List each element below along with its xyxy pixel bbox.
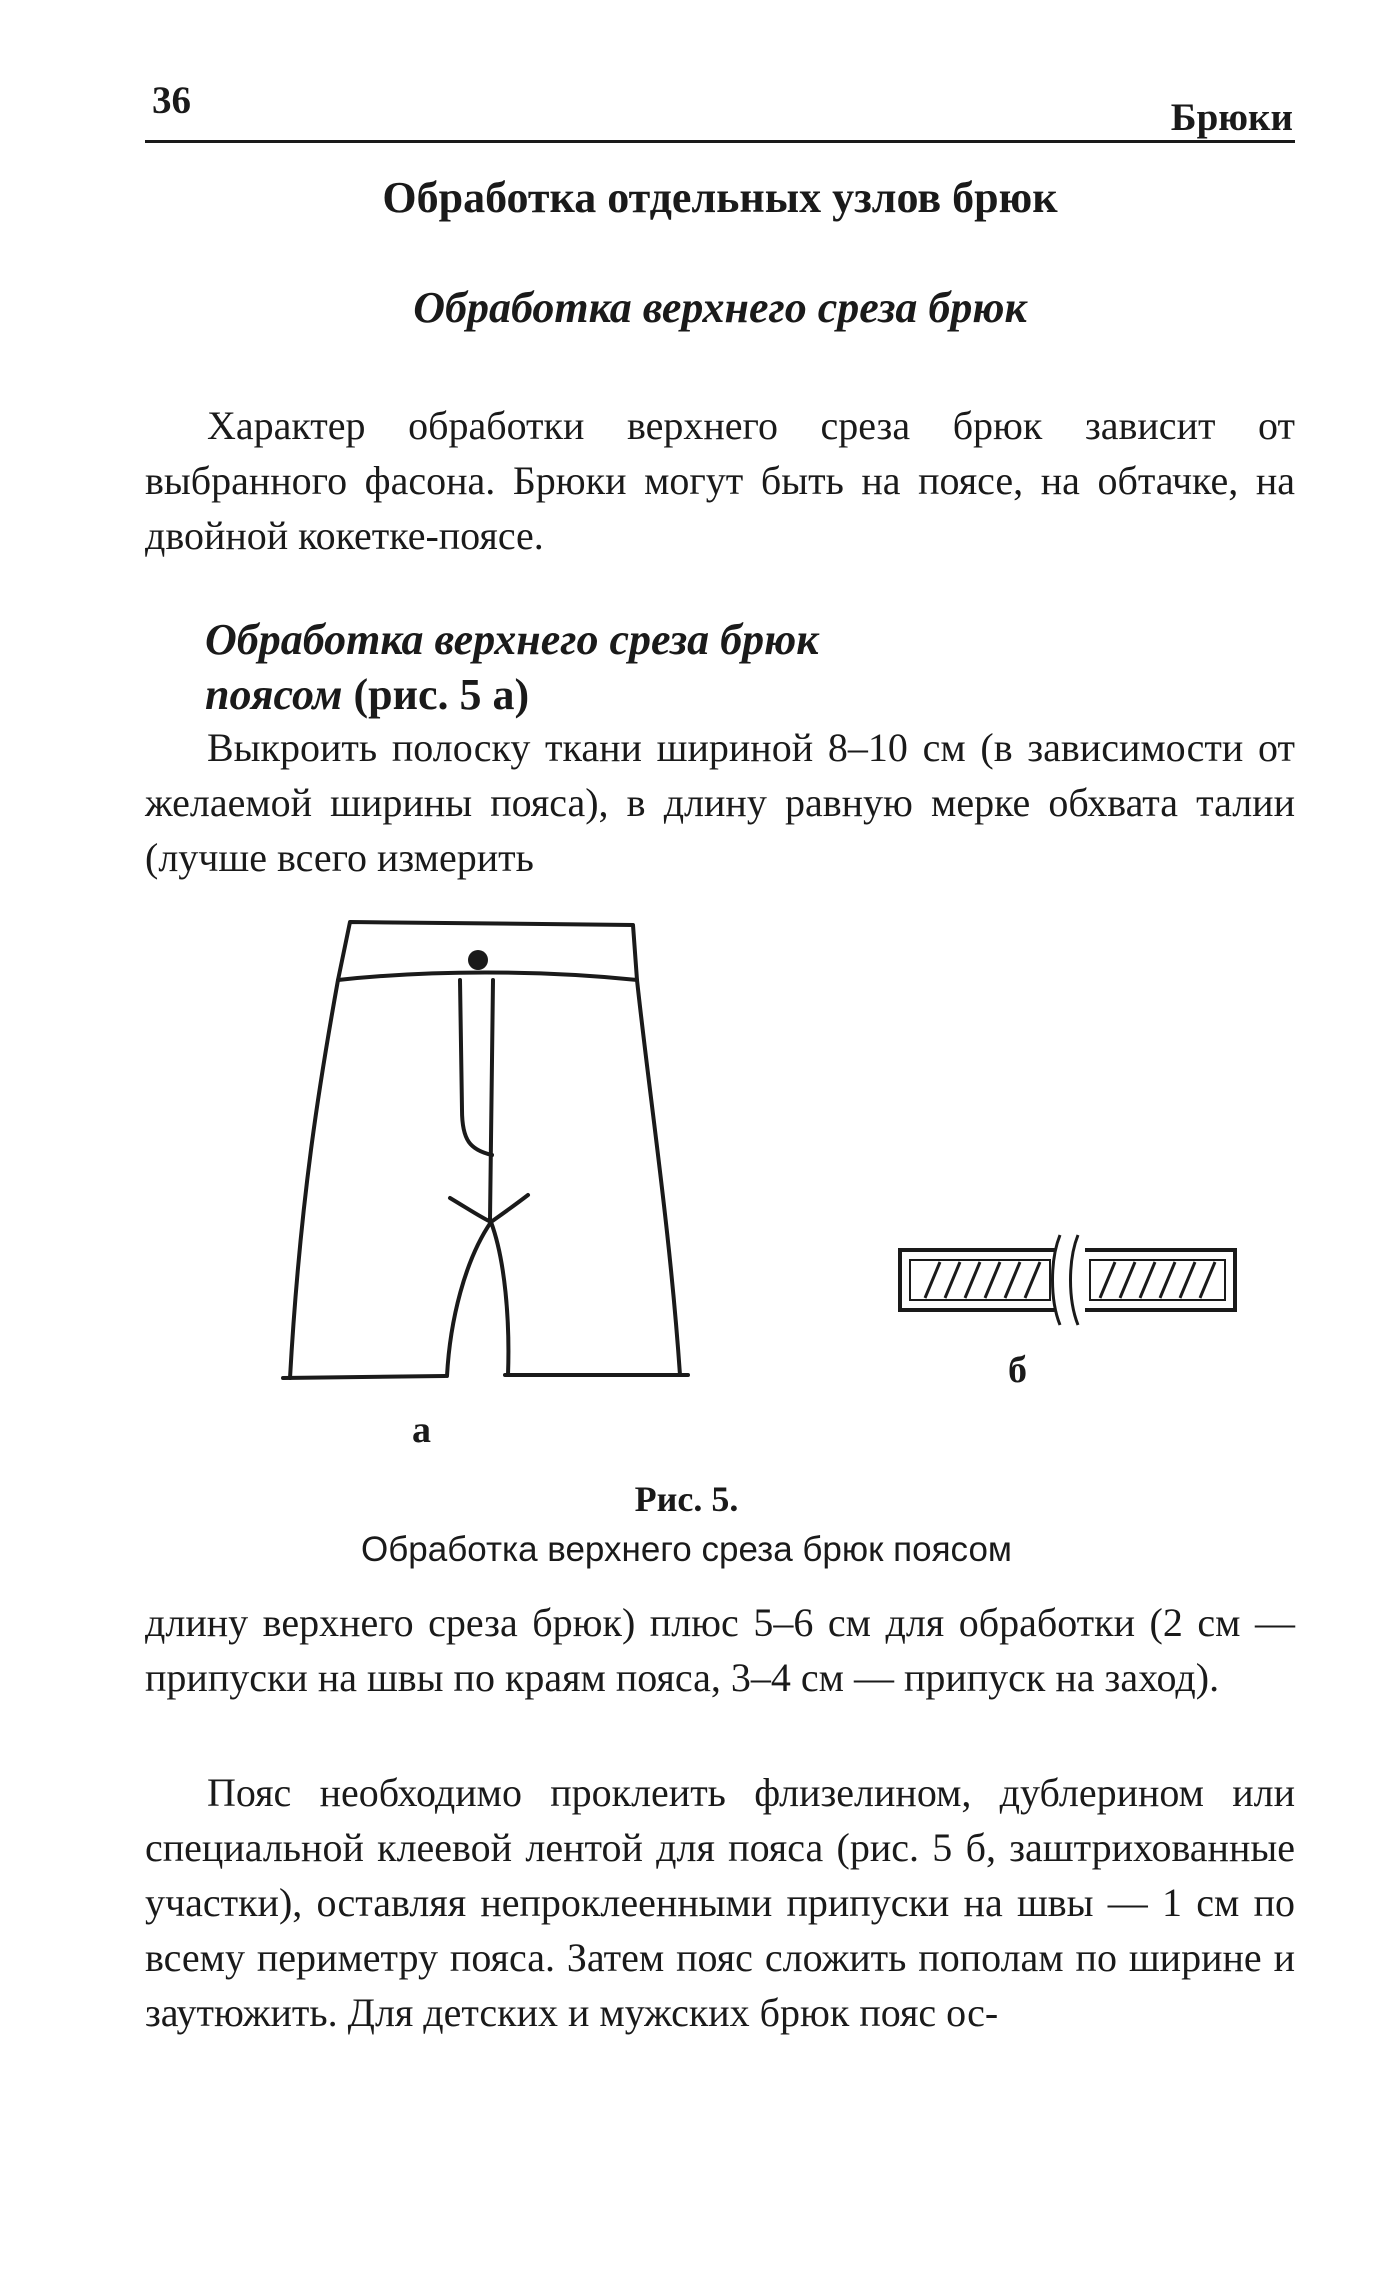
figure-label-a: а bbox=[412, 1409, 431, 1451]
paragraph-interfacing bbox=[145, 1765, 1295, 2040]
figure-caption-title: Рис. 5. bbox=[634, 1479, 739, 1519]
belt-strip-right-hatch-area bbox=[1090, 1260, 1225, 1300]
subsection-heading-line1: Обработка верхнего среза брюк bbox=[205, 615, 819, 664]
paragraph-length-text: длину верхнего среза брюк) плюс 5–6 см для обработки (2 см — припуски на швы по краям пояса, 3–4 см — припуск на заход). bbox=[145, 1600, 1295, 1700]
shorts-inseam-right bbox=[491, 1222, 508, 1375]
figure-5 bbox=[0, 900, 1373, 1451]
paragraph-length bbox=[145, 1595, 1295, 1705]
shorts-fly bbox=[460, 980, 492, 1155]
shorts-left-hem bbox=[283, 1376, 445, 1378]
figure-caption-text: Обработка верхнего среза брюк поясом bbox=[361, 1530, 1012, 1569]
subsection-heading-italic: поясом bbox=[205, 670, 343, 719]
paragraph-interfacing-text: Пояс необходимо проклеить флизелином, дублерином или специальной клеевой лентой для пояса (рис. 5 б, заштрихованные участки), оставляя непроклеенными припуски на швы — 1 см по всему периметру пояса. Затем пояс сложить пополам по ширине и заутюжить. Для детских и мужских брюк пояс ос- bbox=[145, 1770, 1295, 2035]
paragraph-intro bbox=[145, 398, 1295, 563]
figure-5-drawing bbox=[0, 900, 1373, 1420]
chapter-heading: Обработка отдельных узлов брюк bbox=[382, 173, 1058, 222]
page-number: 36 bbox=[152, 79, 191, 122]
shorts-center-line bbox=[490, 980, 493, 1220]
waistband-button bbox=[468, 950, 488, 970]
shorts-right-side bbox=[637, 980, 680, 1375]
belt-strip-drawing bbox=[900, 1235, 1235, 1325]
running-head: Брюки bbox=[1170, 96, 1293, 139]
paragraph-cut-strip bbox=[145, 720, 1295, 885]
shorts-waistband bbox=[338, 922, 637, 980]
subsection-heading bbox=[205, 612, 819, 722]
figure-label-b: б bbox=[1008, 1349, 1027, 1391]
shorts-drawing bbox=[283, 922, 688, 1378]
paragraph-cut-strip-text: Выкроить полоску ткани шириной 8–10 см (в зависимости от желаемой ширины пояса), в длину равную мерке обхвата талии (лучше всего измерить bbox=[145, 725, 1295, 880]
paragraph-intro-text: Характер обработки верхнего среза брюк зависит от выбранного фасона. Брюки могут быть на поясе, на обтачке, на двойной кокетке-поясе. bbox=[145, 403, 1295, 558]
shorts-inseam-left bbox=[447, 1222, 491, 1376]
header-rule bbox=[145, 140, 1295, 143]
section-heading: Обработка верхнего среза брюк bbox=[413, 283, 1027, 332]
shorts-left-side bbox=[290, 980, 338, 1378]
subsection-heading-ref: (рис. 5 а) bbox=[342, 670, 530, 719]
